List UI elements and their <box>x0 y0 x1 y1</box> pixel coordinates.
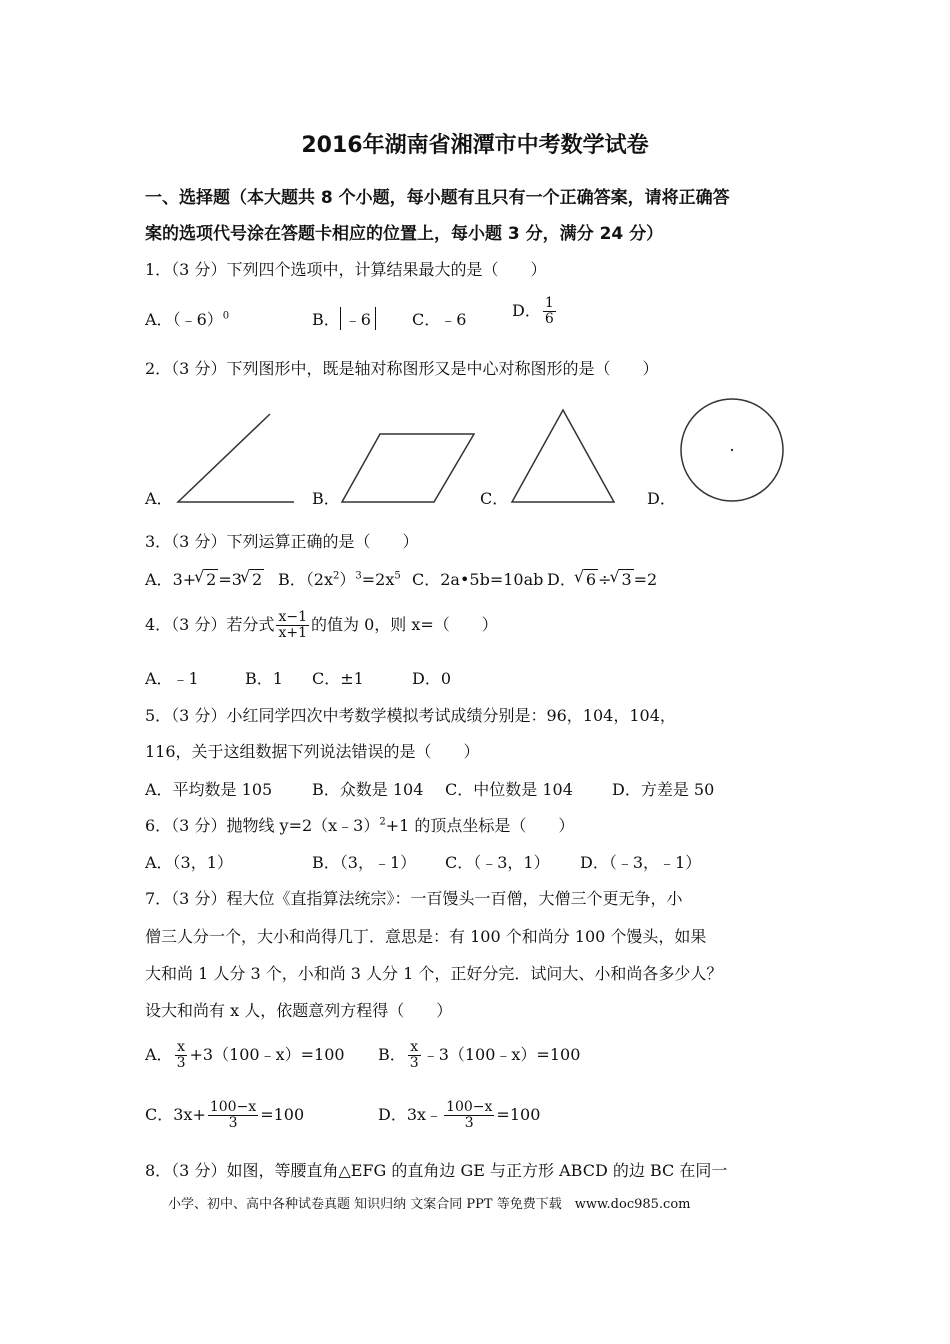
q6-option-d: D．（﹣3，﹣1） <box>580 853 702 872</box>
q5-option-d: D．方差是 50 <box>612 780 715 799</box>
q5-option-c: C．中位数是 104 <box>445 780 573 799</box>
q2-option-c-label: C． <box>480 489 509 508</box>
q4-option-c: C．±1 <box>312 669 364 688</box>
q1-option-c: C．﹣6 <box>412 310 467 329</box>
section-heading-line1: 一、选择题（本大题共 8 个小题，每小题有且只有一个正确答案，请将正确答 <box>145 188 730 208</box>
question-7-line4: 设大和尚有 x 人，依题意列方程得（ ） <box>145 1001 453 1020</box>
q3-option-a: A．3+√ 2 =3√ 2 <box>145 567 264 590</box>
parallelogram-figure <box>336 428 482 508</box>
q3-option-d: D．√ 6 ÷√ 3 =2 <box>547 567 657 590</box>
question-8-line1: 8．（3 分）如图，等腰直角△EFG 的直角边 GE 与正方形 ABCD 的边 BC 在同一 <box>145 1161 728 1180</box>
q6-option-a: A．（3，1） <box>145 853 233 872</box>
q5-option-b: B．众数是 104 <box>312 780 424 799</box>
q2-option-a-label: A． <box>145 489 173 508</box>
q2-option-b-label: B． <box>312 489 340 508</box>
q6-option-c: C．（﹣3，1） <box>445 853 550 872</box>
q2-option-d-label: D． <box>647 489 676 508</box>
q4-option-a: A．﹣1 <box>145 669 199 688</box>
q3-option-c: C．2a•5b=10ab <box>412 570 544 589</box>
question-7-line3: 大和尚 1 人分 3 个，小和尚 3 人分 1 个，正好分完．试问大、小和尚各多少人？ <box>145 964 723 983</box>
page-title: 2016年湖南省湘潭市中考数学试卷 <box>301 133 649 158</box>
q6-option-b: B．（3，﹣1） <box>312 853 417 872</box>
section-heading-line2: 案的选项代号涂在答题卡相应的位置上，每小题 3 分，满分 24 分） <box>145 224 664 244</box>
q7-option-a: A． $\frac{x}{3}$ +3（100﹣x）=100 <box>145 1039 345 1071</box>
question-5-line2: 116，关于这组数据下列说法错误的是（ ） <box>145 742 480 761</box>
question-1-stem: 1．（3 分）下列四个选项中，计算结果最大的是（ ） <box>145 260 547 279</box>
question-6-stem: 6．（3 分）抛物线 y=2（x﹣3）$^2$+1 的顶点坐标是（ ） <box>145 816 575 835</box>
question-7-line2: 僧三人分一个，大小和尚得几丁．意思是：有 100 个和尚分 100 个馒头，如果 <box>145 927 707 946</box>
q4-option-b: B．1 <box>245 669 283 688</box>
angle-figure <box>170 408 300 508</box>
q1-option-b: B． ﹣6 <box>312 307 376 330</box>
question-5-line1: 5．（3 分）小红同学四次中考数学模拟考试成绩分别是：96，104，104， <box>145 706 676 725</box>
q7-option-c: C．3x+ $\frac{100-x}{3}$ =100 <box>145 1099 305 1131</box>
q1-option-a: A．（﹣6）$^0$ <box>145 310 230 329</box>
page-footer: 小学、初中、高中各种试卷真题 知识归纳 文案合同 PPT 等免费下载 www.doc985.com <box>168 1197 691 1212</box>
q7-option-b: B． $\frac{x}{3}$ ﹣3（100﹣x）=100 <box>378 1039 581 1071</box>
q1-option-d: D． $\frac{1}{6}$ <box>512 295 554 327</box>
question-7-line1: 7．（3 分）程大位《直指算法统宗》：一百馒头一百僧，大僧三个更无争，小 <box>145 889 683 908</box>
question-3-stem: 3．（3 分）下列运算正确的是（ ） <box>145 532 419 551</box>
circle-figure <box>676 396 790 506</box>
q7-option-d: D．3x﹣ $\frac{100-x}{3}$ =100 <box>378 1099 541 1131</box>
question-2-stem: 2．（3 分）下列图形中，既是轴对称图形又是中心对称图形的是（ ） <box>145 359 659 378</box>
q5-option-a: A．平均数是 105 <box>145 780 273 799</box>
q3-option-b: B．$(2x^2)^3=2x^5$ <box>278 570 401 589</box>
q4-option-d: D．0 <box>412 669 452 688</box>
question-4-stem: 4．（3 分）若分式 $\frac{x-1}{x+1}$ 的值为 0，则 x=（ ） <box>145 609 498 641</box>
triangle-figure <box>506 404 620 508</box>
